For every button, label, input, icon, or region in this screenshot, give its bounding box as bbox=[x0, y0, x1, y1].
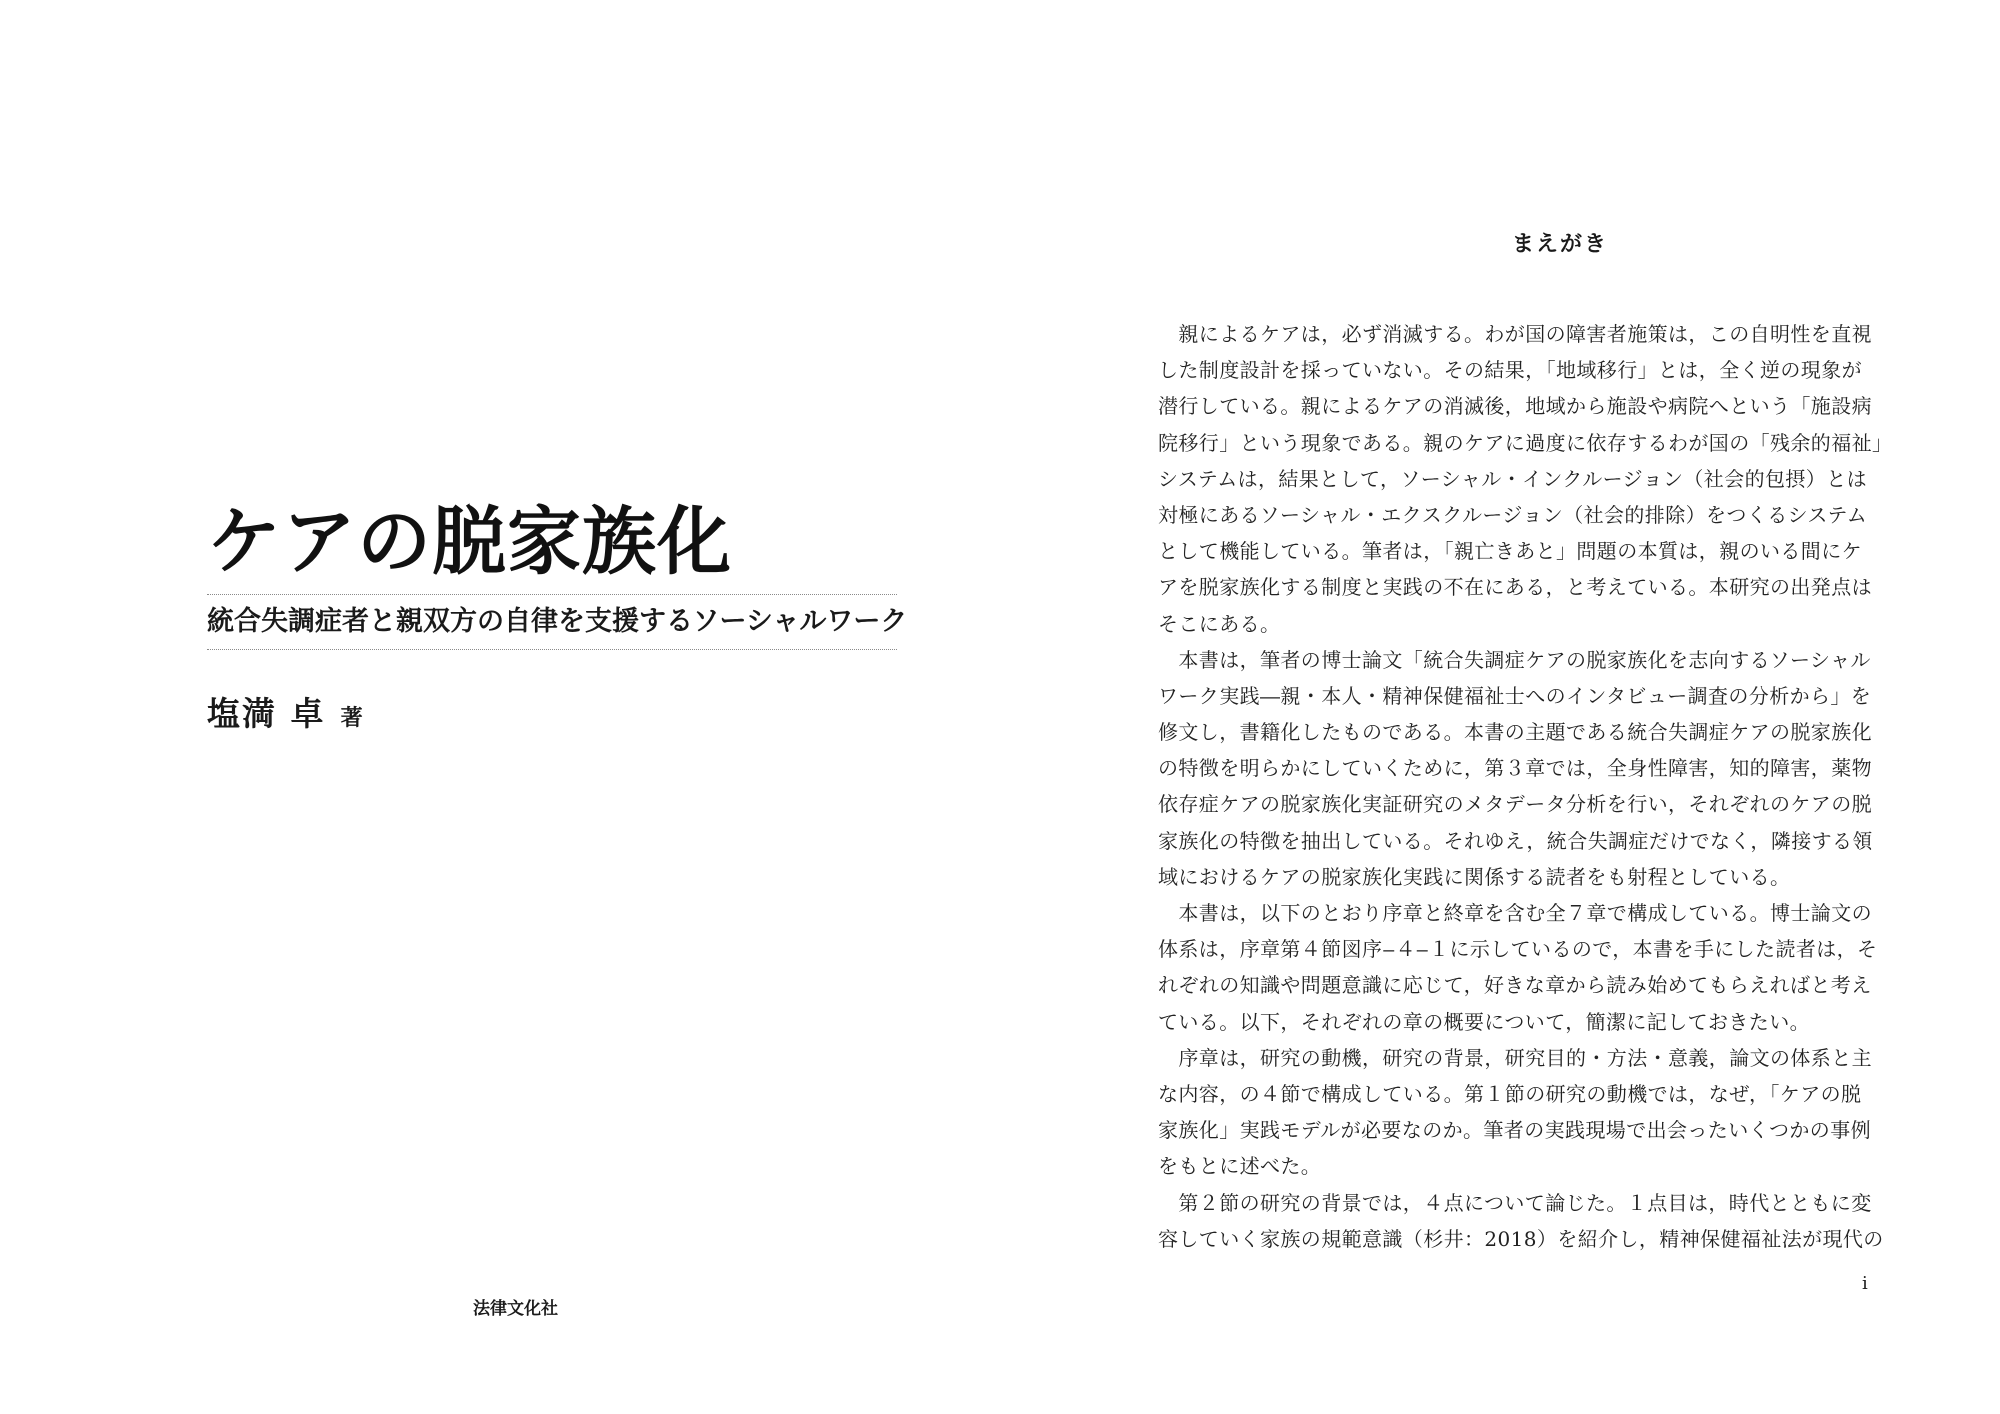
preface-line: ている。以下，それぞれの章の概要について，簡潔に記しておきたい。 bbox=[1158, 1009, 1810, 1034]
page-number: i bbox=[1862, 1273, 1868, 1294]
preface-line: した制度設計を採っていない。その結果，「地域移行」とは，全く逆の現象が bbox=[1158, 358, 1862, 383]
author-name: 塩満 卓 bbox=[207, 694, 326, 733]
preface-line: 域におけるケアの脱家族化実践に関係する読者をも射程としている。 bbox=[1158, 864, 1791, 889]
preface-line: 対極にあるソーシャル・エクスクルージョン（社会的排除）をつくるシステム bbox=[1158, 502, 1868, 527]
author-line bbox=[207, 688, 363, 735]
preface-line: ワーク実践―親・本人・精神保健福祉士へのインタビュー調査の分析から」を bbox=[1158, 683, 1872, 708]
preface-heading: まえがき bbox=[1512, 231, 1609, 257]
subtitle-band bbox=[207, 594, 908, 650]
preface-line: 親によるケアは，必ず消滅する。わが国の障害者施策は，この自明性を直視 bbox=[1158, 322, 1872, 346]
preface-line: 家族化の特徴を抽出している。それゆえ，統合失調症だけでなく，隣接する領 bbox=[1158, 828, 1873, 853]
preface-line: アを脱家族化する制度と実践の不在にある，と考えている。本研究の出発点は bbox=[1158, 575, 1872, 600]
preface-page bbox=[1000, 0, 2000, 1414]
preface-line: システムは，結果として，ソーシャル・インクルージョン（社会的包摂）とは bbox=[1158, 466, 1867, 491]
preface-line: れぞれの知識や問題意識に応じて，好きな章から読み始めてもらえればと考え bbox=[1158, 973, 1872, 998]
preface-line: そこにある。 bbox=[1158, 611, 1281, 636]
book-subtitle: 統合失調症者と親双方の自律を支援するソーシャルワーク bbox=[207, 606, 908, 637]
preface-line: 序章は，研究の動機，研究の背景，研究目的・方法・意義，論文の体系と主 bbox=[1158, 1045, 1872, 1070]
preface-line: の特徴を明らかにしていくために，第３章では，全身性障害，知的障害，薬物 bbox=[1158, 756, 1872, 781]
preface-line: 修文し，書籍化したものである。本書の主題である統合失調症ケアの脱家族化 bbox=[1158, 720, 1872, 745]
preface-line: をもとに述べた。 bbox=[1158, 1154, 1322, 1179]
preface-line: 本書は，筆者の博士論文「統合失調症ケアの脱家族化を志向するソーシャル bbox=[1158, 647, 1871, 672]
author-role: 著 bbox=[340, 706, 363, 731]
preface-line: 容していく家族の規範意識（杉井：2018）を紹介し，精神保健福祉法が現代の bbox=[1158, 1226, 1884, 1251]
preface-line: 体系は，序章第４節図序‒４‒１に示しているので，本書を手にした読者は，そ bbox=[1158, 937, 1878, 962]
preface-line: 第２節の研究の背景では，４点について論じた。１点目は，時代とともに変 bbox=[1158, 1190, 1872, 1215]
preface-line: 依存症ケアの脱家族化実証研究のメタデータ分析を行い，それぞれのケアの脱 bbox=[1158, 792, 1872, 817]
preface-line: な内容，の４節で構成している。第１節の研究の動機では，なぜ，「ケアの脱 bbox=[1158, 1081, 1862, 1106]
preface-body bbox=[1158, 316, 1893, 1257]
publisher-name: 法律文化社 bbox=[473, 1299, 558, 1319]
preface-line: として機能している。筆者は，「親亡きあと」問題の本質は，親のいる間にケ bbox=[1158, 539, 1862, 564]
book-title: ケアの脱家族化 bbox=[207, 499, 732, 585]
preface-line: 院移行」という現象である。親のケアに過度に依存するわが国の「残余的福祉」 bbox=[1158, 430, 1893, 455]
preface-line: 本書は，以下のとおり序章と終章を含む全７章で構成している。博士論文の bbox=[1158, 901, 1872, 925]
preface-line: 潜行している。親によるケアの消滅後，地域から施設や病院へという「施設病 bbox=[1158, 394, 1872, 419]
preface-line: 家族化」実践モデルが必要なのか。筆者の実践現場で出会ったいくつかの事例 bbox=[1158, 1118, 1871, 1143]
